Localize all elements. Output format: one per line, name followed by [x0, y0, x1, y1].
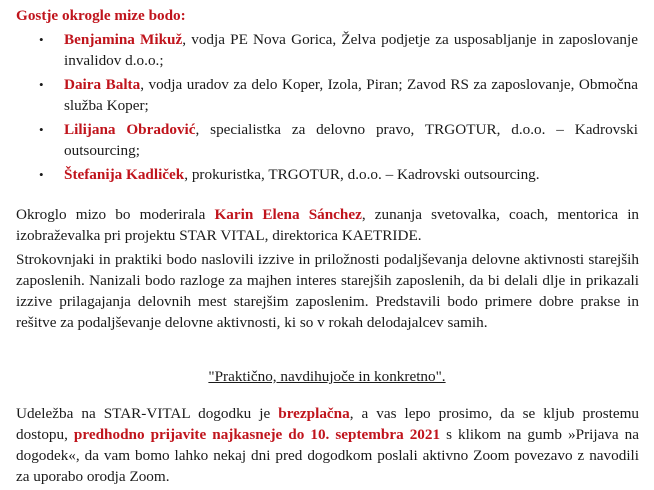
bullet-icon: •: [39, 122, 44, 137]
guest-name: Lilijana Obradović: [64, 121, 196, 138]
bullet-icon: •: [39, 77, 44, 92]
bullet-icon: •: [39, 32, 44, 47]
guest-name: Štefanija Kadliček: [64, 166, 185, 183]
moderator-name: Karin Elena Sánchez: [214, 206, 362, 223]
registration-deadline: predhodno prijavite najkasneje do 10. septembra 2021: [73, 426, 441, 443]
slogan-text: "Praktično, navdihujoče in konkretno".: [208, 368, 446, 385]
slogan: [0, 366, 654, 387]
description-paragraph: Strokovnjaki in praktiki bodo naslovili izzive in priložnosti podaljševanja delovne aktivnosti starejših zaposlenih. Nanizali bodo razloge za majhen interes starejših zaposlenih, da bi delali dlje in prikazali izzive prilagajanja delovnih mest starejšim zaposlenim. Predstavili bodo primere dobre prakse in rešitve za podaljševanje delovne aktivnosti, ki so v rokah delodajalcev samih.: [16, 251, 639, 331]
guest-description: , specialistka za delovno pravo, TRGOTUR, d.o.o. – Kadrovski outsourcing;: [64, 121, 638, 159]
guest-name: Benjamina Mikuž: [64, 31, 183, 48]
registration-paragraph: [16, 403, 639, 487]
guest-item: [16, 119, 638, 161]
registration-text-2: , a vas lepo prosimo, da se kljub prostemu dostopu,: [16, 405, 640, 443]
guest-list: [16, 29, 638, 188]
moderator-intro: Okroglo mizo bo moderirala: [16, 206, 215, 223]
guest-name: Daira Balta: [64, 76, 141, 93]
guests-heading: Gostje okrogle mize bodo:: [16, 7, 186, 24]
registration-text-1: Udeležba na STAR-VITAL dogodku je: [16, 405, 279, 422]
guest-description: , vodja uradov za delo Koper, Izola, Piran; Zavod RS za zaposlovanje, Območna služba Koper;: [64, 76, 638, 114]
registration-text-3: s klikom na gumb »Prijava na dogodek«, da vam bomo lahko nekaj dni pred dogodkom poslali aktivno Zoom povezavo z navodili za uporabo orodja Zoom.: [16, 426, 639, 485]
moderator-paragraph: [16, 204, 639, 246]
guest-item: [16, 74, 638, 116]
moderator-description: , zunanja svetovalka, coach, mentorica in izobraževalka pri projektu STAR VITAL, direktorica KAETRIDE.: [16, 206, 640, 244]
free-label: brezplačna: [278, 405, 350, 422]
guest-description: , vodja PE Nova Gorica, Želva podjetje za usposabljanje in zaposlovanje invalidov d.o.o.;: [64, 31, 638, 69]
guest-description: , prokuristka, TRGOTUR, d.o.o. – Kadrovski outsourcing.: [184, 166, 540, 183]
bullet-icon: •: [39, 167, 44, 182]
guest-item: [16, 29, 638, 71]
guest-item: [16, 164, 638, 185]
